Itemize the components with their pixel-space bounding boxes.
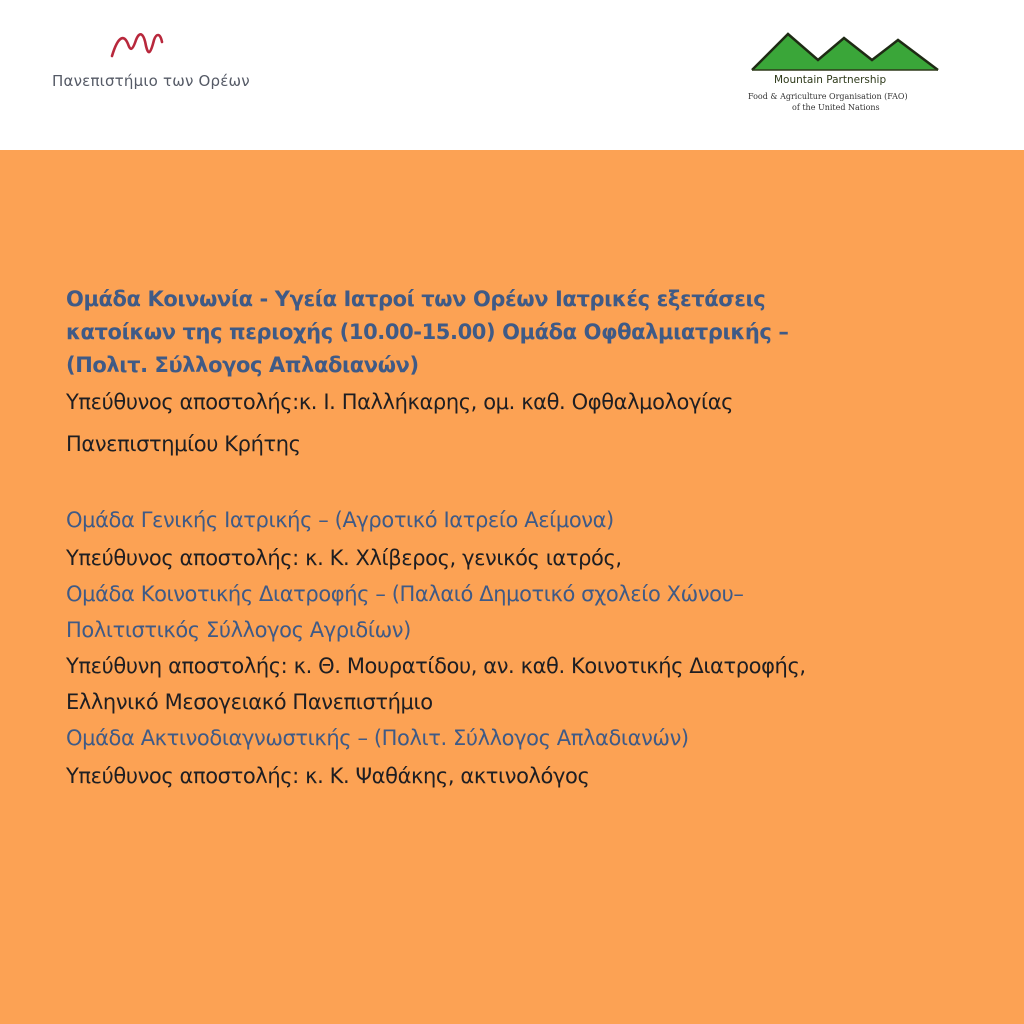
responsible-radiology: Υπεύθυνος αποστολής: κ. Κ. Ψαθάκης, ακτινολόγος — [66, 764, 590, 788]
heading-line-3: (Πολιτ. Σύλλογος Απλαδιανών) — [66, 353, 419, 377]
group-general-medicine: Ομάδα Γενικής Ιατρικής – (Αγροτικό Ιατρείο Αείμονα) — [66, 508, 614, 532]
responsible-nutrition-line-1: Υπεύθυνη αποστολής: κ. Θ. Μουρατίδου, αν. καθ. Κοινοτικής Διατροφής, — [66, 654, 806, 678]
mission-content — [66, 283, 996, 794]
responsible-ophthalmology-line-1: Υπεύθυνος αποστολής:κ. Ι. Παλλήκαρης, ομ. καθ. Οφθαλμολογίας — [66, 390, 734, 414]
orange-panel — [0, 150, 1024, 1024]
spacer — [66, 462, 996, 502]
group-radiology: Ομάδα Ακτινοδιαγνωστικής – (Πολιτ. Σύλλογος Απλαδιανών) — [66, 726, 689, 750]
mountain-mark-icon — [110, 30, 190, 66]
group-nutrition-line-2: Πολιτιστικός Σύλλογος Αγριδίων) — [66, 618, 411, 642]
group-nutrition-line-1: Ομάδα Κοινοτικής Διατροφής – (Παλαιό Δημοτικό σχολείο Χώνου– — [66, 582, 744, 606]
fao-line: Food & Agriculture Organisation (FAO) — [748, 92, 908, 101]
responsible-ophthalmology-line-2: Πανεπιστημίου Κρήτης — [66, 432, 301, 456]
heading-line-2: κατοίκων της περιοχής (10.00-15.00) Ομάδα Οφθαλμιατρικής – — [66, 320, 789, 344]
university-name: Πανεπιστήμιο των Ορέων — [52, 72, 250, 90]
heading-line-1: Ομάδα Κοινωνία - Υγεία Ιατροί των Ορέων Ιατρικές εξετάσεις — [66, 287, 766, 311]
un-line: of the United Nations — [792, 103, 880, 112]
university-of-mountains-logo — [52, 30, 272, 100]
mountain-partnership-logo — [748, 30, 958, 120]
responsible-nutrition-line-2: Ελληνικό Μεσογειακό Πανεπιστήμιο — [66, 690, 433, 714]
mountains-icon — [748, 30, 948, 76]
responsible-general-medicine: Υπεύθυνος αποστολής: κ. Κ. Χλίβερος, γενικός ιατρός, — [66, 546, 622, 570]
header — [0, 0, 1024, 150]
mountain-partnership-name: Mountain Partnership — [774, 74, 887, 86]
